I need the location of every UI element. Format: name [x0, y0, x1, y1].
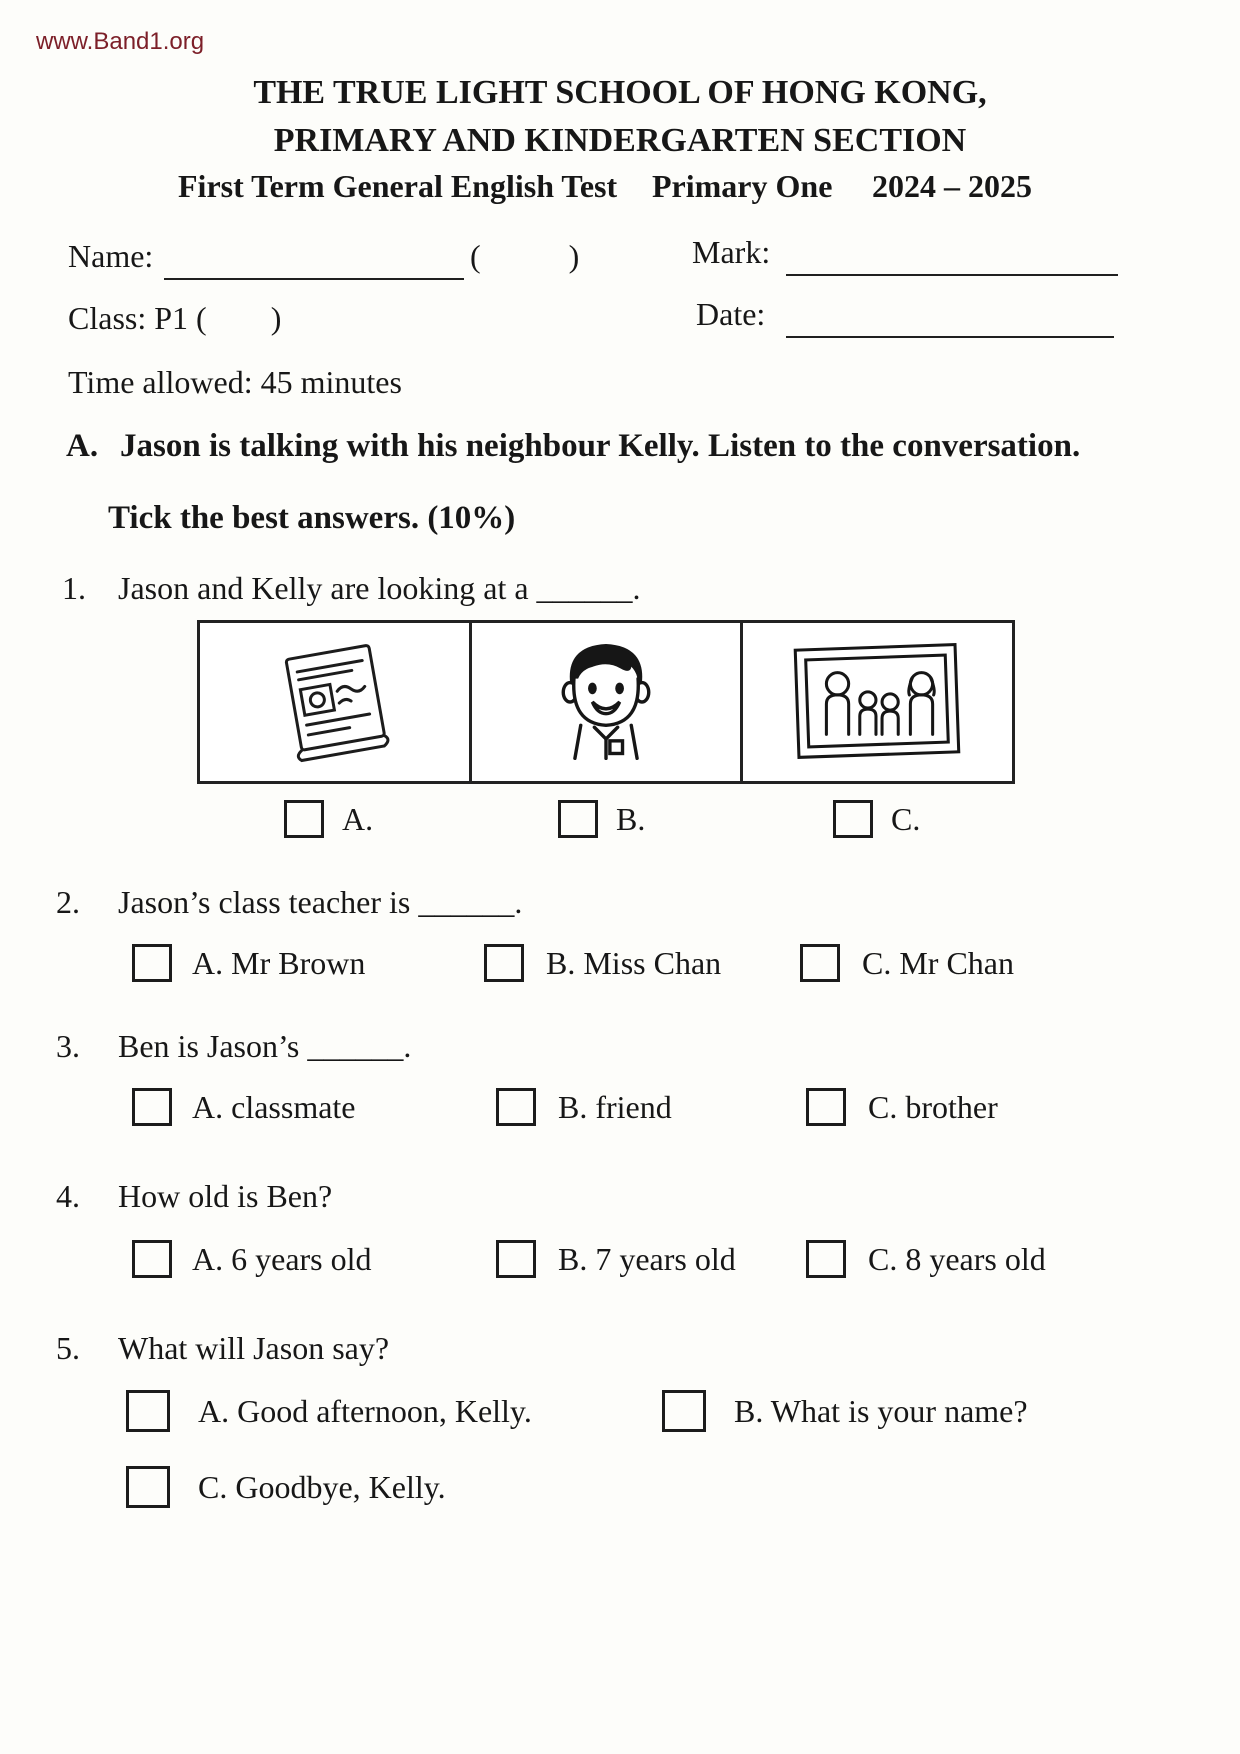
question-5-number: 5.	[56, 1330, 80, 1366]
family-photo-image	[792, 641, 964, 763]
question-2-number: 2.	[56, 884, 80, 920]
q3-option-c-checkbox[interactable]	[806, 1088, 846, 1126]
question-1-number: 1.	[62, 570, 86, 606]
q3-option-a-label: A. classmate	[192, 1089, 356, 1125]
school-title-line2: PRIMARY AND KINDERGARTEN SECTION	[273, 122, 967, 159]
q3-option-b-checkbox[interactable]	[496, 1088, 536, 1126]
q2-option-b-label: B. Miss Chan	[546, 945, 722, 981]
q2-option-c-checkbox[interactable]	[800, 944, 840, 982]
question-2-text: Jason’s class teacher is ______.	[118, 884, 523, 920]
q2-option-a-label: A. Mr Brown	[192, 945, 366, 981]
q4-option-b-checkbox[interactable]	[496, 1240, 536, 1278]
q2-option-b-checkbox[interactable]	[484, 944, 524, 982]
name-class-number-parentheses: ( )	[470, 238, 580, 274]
q1-option-a-checkbox[interactable]	[284, 800, 324, 838]
school-year: 2024 – 2025	[872, 168, 1032, 204]
image-cell-b	[472, 623, 744, 781]
image-cell-c	[743, 623, 1012, 781]
q4-option-a-checkbox[interactable]	[132, 1240, 172, 1278]
question-4-text: How old is Ben?	[118, 1178, 333, 1214]
test-title: First Term General English Test	[178, 168, 618, 204]
class-label: Class: P1 ( )	[68, 300, 282, 336]
q1-option-b-label: B.	[616, 801, 646, 837]
watermark-link[interactable]: www.Band1.org	[36, 28, 205, 55]
q4-option-b-label: B. 7 years old	[558, 1241, 736, 1277]
q5-option-c-checkbox[interactable]	[126, 1466, 170, 1508]
school-title-line1: THE TRUE LIGHT SCHOOL OF HONG KONG,	[253, 74, 987, 111]
q5-option-a-checkbox[interactable]	[126, 1390, 170, 1432]
q5-option-c-label: C. Goodbye, Kelly.	[198, 1469, 446, 1505]
question-4-number: 4.	[56, 1178, 80, 1214]
question-1-text: Jason and Kelly are looking at a ______.	[118, 570, 641, 606]
q5-option-b-label: B. What is your name?	[734, 1393, 1028, 1429]
date-label: Date:	[696, 296, 766, 332]
q3-option-c-label: C. brother	[868, 1089, 998, 1125]
name-label: Name:	[68, 238, 154, 274]
question-3-number: 3.	[56, 1028, 80, 1064]
q5-option-a-label: A. Good afternoon, Kelly.	[198, 1393, 532, 1429]
image-cell-a	[200, 623, 472, 781]
date-blank-line[interactable]	[786, 300, 1114, 338]
q3-option-a-checkbox[interactable]	[132, 1088, 172, 1126]
q1-option-b-checkbox[interactable]	[558, 800, 598, 838]
q1-option-c-label: C.	[891, 801, 921, 837]
q1-option-c-checkbox[interactable]	[833, 800, 873, 838]
name-blank-line[interactable]	[164, 242, 464, 280]
tick-instruction: Tick the best answers. (10%)	[108, 500, 516, 536]
picture-book-image	[269, 640, 399, 764]
q5-option-b-checkbox[interactable]	[662, 1390, 706, 1432]
mark-label: Mark:	[692, 234, 771, 270]
q1-option-a-label: A.	[342, 801, 374, 837]
question-3-text: Ben is Jason’s ______.	[118, 1028, 412, 1064]
question-1-image-table	[197, 620, 1015, 784]
mark-blank-line[interactable]	[786, 238, 1118, 276]
section-a-instruction: Jason is talking with his neighbour Kelly. Listen to the conversation.	[120, 428, 1081, 464]
question-5-text: What will Jason say?	[118, 1330, 390, 1366]
grade-level: Primary One	[652, 168, 833, 204]
q4-option-c-checkbox[interactable]	[806, 1240, 846, 1278]
q2-option-a-checkbox[interactable]	[132, 944, 172, 982]
section-a-letter: A.	[66, 428, 99, 464]
q4-option-c-label: C. 8 years old	[868, 1241, 1046, 1277]
q3-option-b-label: B. friend	[558, 1089, 672, 1125]
q4-option-a-label: A. 6 years old	[192, 1241, 372, 1277]
time-allowed-text: Time allowed: 45 minutes	[68, 364, 402, 400]
boy-image	[536, 634, 676, 770]
q2-option-c-label: C. Mr Chan	[862, 945, 1014, 981]
